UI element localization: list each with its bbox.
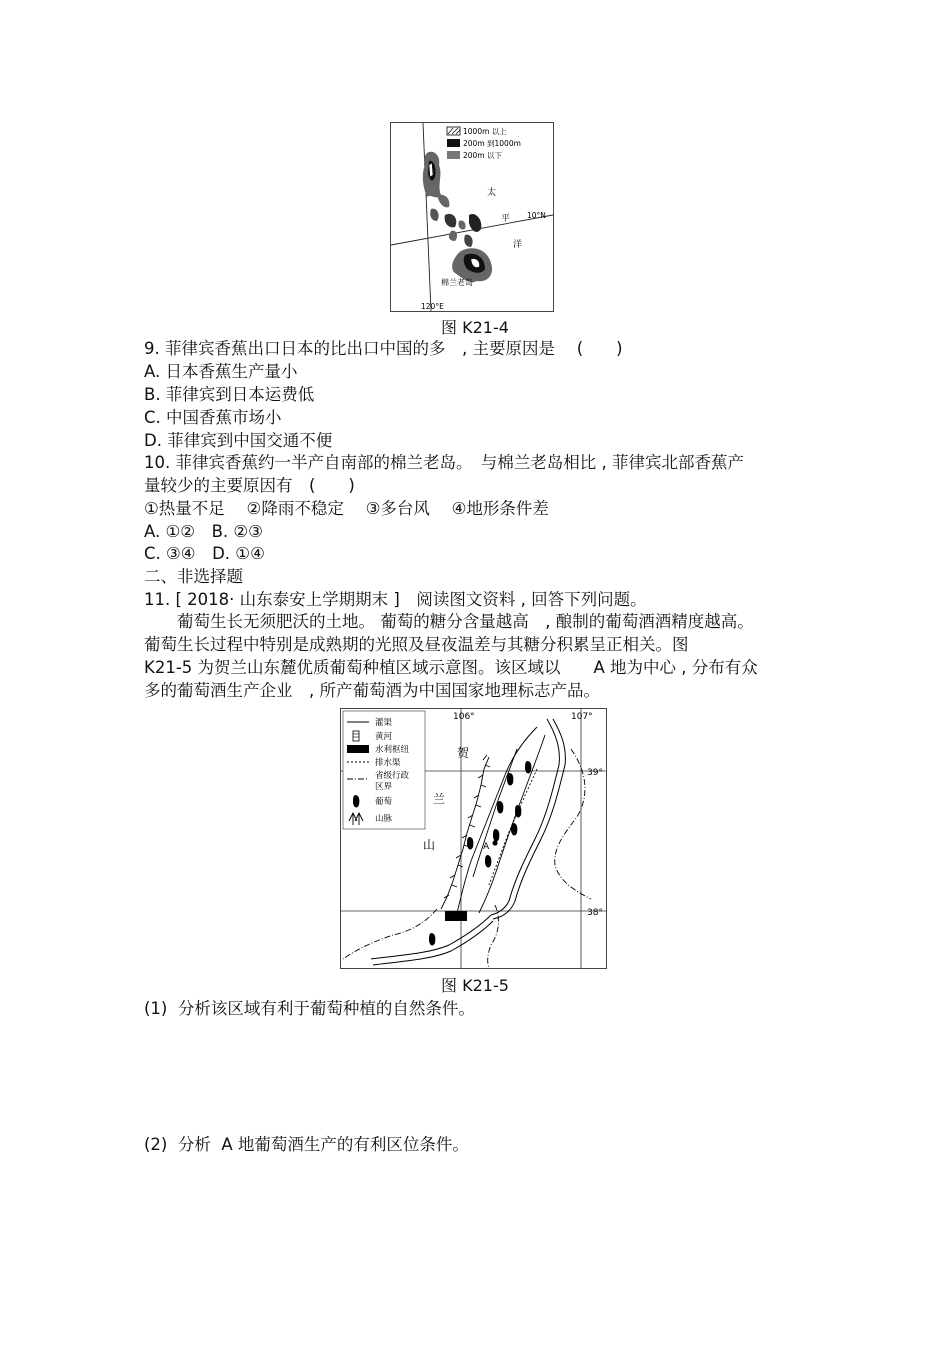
legend-200m: 200m 以下 [463,151,503,160]
legend-boundary-2: 区界 [375,782,393,792]
legend-200-1000m: 200m 到1000m [463,139,521,148]
mountain-label-1: 贺 [457,746,470,760]
irrigation-canals [457,727,545,913]
lon-label-106: 106° [453,712,475,722]
q9-option-b: B. 菲律宾到日本运费低 [144,385,315,404]
legend-grape: 葡萄 [375,797,393,807]
q10-options-ab: A. ①② B. ②③ [144,522,263,541]
luzon-island [423,152,450,208]
map-legend [343,711,425,829]
legend-mountain: 山脉 [375,814,393,824]
helan-grape-map [340,708,607,969]
q9-stem: 9. 菲律宾香蕉出口日本的比出口中国的多 , 主要原因是 ( ) [144,339,623,358]
lon-label-120e: 120°E [421,302,444,311]
mindanao-label: 棉兰老岛 [441,278,473,287]
q11-sub1: (1) 分析该区域有利于葡萄种植的自然条件。 [144,999,475,1018]
ocean-label-2: 平 [501,214,511,224]
q10-stem-line2: 量较少的主要原因有 ( ) [144,476,355,495]
q10-options-cd: C. ③④ D. ①④ [144,544,265,563]
section-title: 二、非选择题 [144,567,243,586]
legend-hydro-hub: 水利枢纽 [375,745,410,755]
point-a-marker [492,840,497,845]
hydro-hub [445,911,467,921]
point-a-label: A [483,842,490,852]
q9-option-a: A. 日本香蕉生产量小 [144,362,298,381]
q11-para-line4: 多的葡萄酒生产企业 , 所产葡萄酒为中国国家地理标志产品。 [144,681,600,700]
map-legend [447,126,521,160]
mountain-label-3: 山 [423,838,436,852]
legend-drain: 排水渠 [375,758,401,768]
lat-label-10n: 10°N [527,211,546,220]
q9-option-c: C. 中国香蕉市场小 [144,408,282,427]
visayas-islands [430,209,481,247]
q11-header: 11. [ 2018· 山东泰安上学期期末 ] 阅读图文资料 , 回答下列问题。 [144,590,647,609]
ocean-label-1: 太 [487,188,497,198]
mountain-label-2: 兰 [433,792,446,806]
lat-label-39: 39° [587,768,603,778]
lat-label-38: 38° [587,908,603,918]
philippines-map [390,122,554,312]
ocean-label-3: 洋 [513,240,523,250]
q10-choices: ①热量不足 ②降雨不稳定 ③多台风 ④地形条件差 [144,499,549,518]
meridian-120e [423,123,431,311]
legend-yellow-river: 黄河 [375,732,393,742]
figure-k21-4-caption: 图 K21-4 [441,318,509,337]
lon-label-107: 107° [571,712,593,722]
q11-para-line1: 葡萄生长无须肥沃的土地。 葡萄的糖分含量越高 , 酿制的葡萄酒酒精度越高。 [144,612,754,631]
legend-boundary: 省级行政 [375,771,410,781]
q11-sub2: (2) 分析 A 地葡萄酒生产的有利区位条件。 [144,1135,469,1154]
figure-k21-5-caption: 图 K21-5 [441,976,509,995]
q11-para-line3: K21-5 为贺兰山东麓优质葡萄种植区域示意图。该区域以 A 地为中心 , 分布有众 [144,658,758,677]
q9-option-d: D. 菲律宾到中国交通不便 [144,431,333,450]
legend-canal: 灌渠 [375,718,393,728]
legend-1000m: 1000m 以上 [463,127,507,136]
q10-stem-line1: 10. 菲律宾香蕉约一半产自南部的棉兰老岛。 与棉兰老岛相比 , 菲律宾北部香蕉产 [144,453,744,472]
q11-para-line2: 葡萄生长过程中特别是成熟期的光照及昼夜温差与其糖分积累呈正相关。图 [144,635,689,654]
